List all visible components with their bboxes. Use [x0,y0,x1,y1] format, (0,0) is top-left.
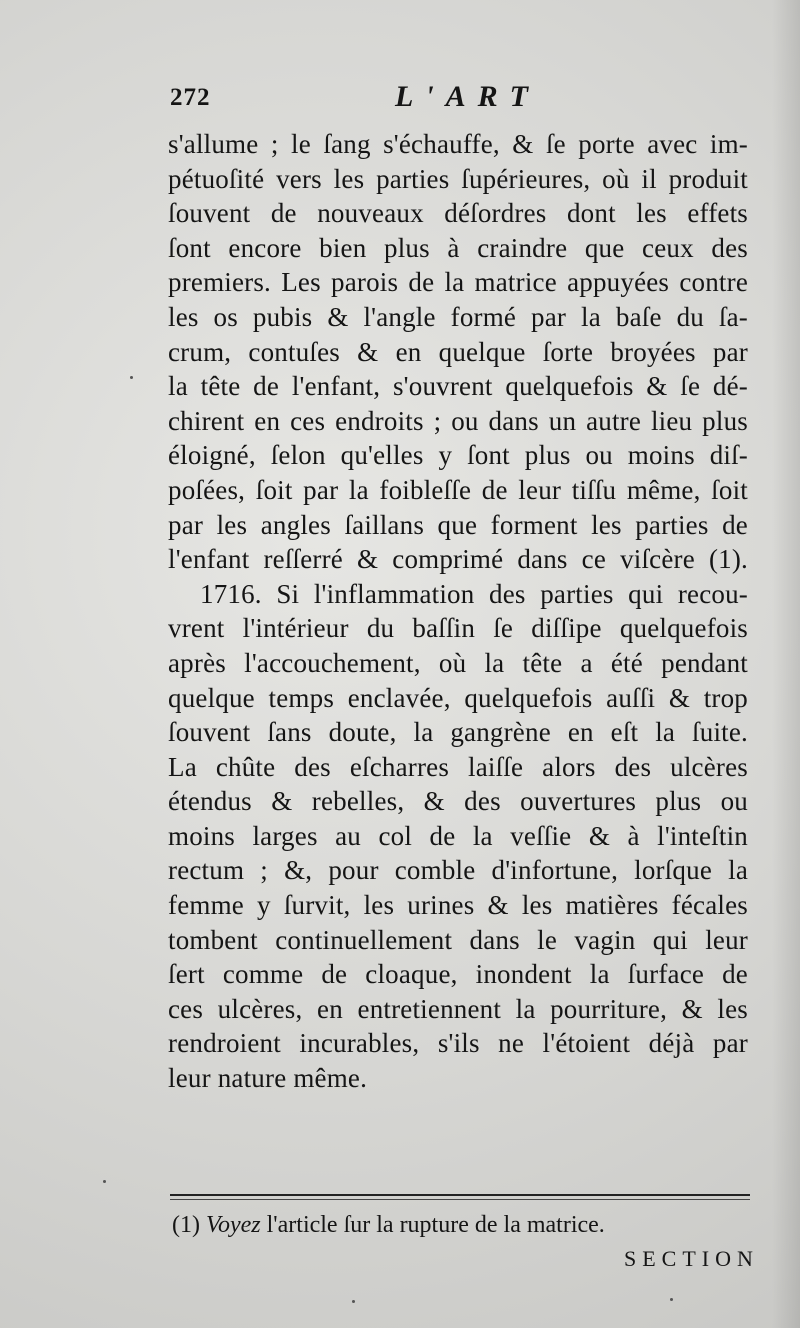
text-line: tombent continuellement dans le vagin qui leur [168,924,748,955]
text-line: premiers. Les parois de la matrice appuyées contre [168,267,748,298]
text-line: ſouvent de nouveaux déſordres dont les effets [168,198,748,229]
text-line: la tête de l'enfant, s'ouvrent quelquefois & ſe dé- [168,371,748,402]
paper-speck [130,376,133,379]
text-line: ces ulcères, en entretiennent la pourriture, & les [168,993,748,1024]
text-line: après l'accouchement, où la tête a été pendant [168,647,748,678]
text-line: vrent l'intérieur du baſſin ſe diſſipe quelquefois [168,613,748,644]
body-text [168,127,748,1096]
text-line: La chûte des eſcharres laiſſe alors des ulcères [168,751,748,782]
text-line: quelque temps enclavée, quelquefois auſſi & trop [168,682,748,713]
text-line: pétuoſité vers les parties ſupérieures, où il produit [168,163,748,194]
text-line: ſouvent ſans doute, la gangrène en eſt la ſuite. [168,717,748,748]
paper-speck [670,1298,673,1301]
page-edge-shadow [772,0,800,1328]
text-line: les os pubis & l'angle formé par la baſe du ſa- [168,301,748,332]
text-line-last: leur nature même. [168,1063,368,1094]
footnote [172,1208,742,1242]
text-line: poſées, ſoit par la foibleſſe de leur tiſſu même, ſoit [168,474,748,505]
text-line: femme y ſurvit, les urines & les matières fécales [168,890,748,921]
text-line: rendroient incurables, s'ils ne l'étoient déjà par [168,1028,748,1059]
running-title: L'ART [395,80,541,113]
catchword: SECTION [624,1246,759,1271]
text-line: moins larges au col de la veſſie & à l'inteſtin [168,820,748,851]
text-line: éloigné, ſelon qu'elles y ſont plus ou moins diſ- [168,440,748,471]
text-line: ſert comme de cloaque, inondent la ſurface de [168,959,748,990]
text-line: rectum ; &, pour comble d'infortune, lorſque la [168,855,748,886]
footnote-rule [170,1194,750,1196]
footnote-rule-secondary [170,1199,750,1200]
paragraph-start-line: 1716. Si l'inflammation des parties qui recou- [200,578,748,609]
text-line: crum, contuſes & en quelque ſorte broyées par [168,336,748,367]
footnote-italic: Voyez [205,1212,261,1238]
text-line: ſont encore bien plus à craindre que ceux des [168,232,748,263]
text-line: par les angles ſaillans que forment les parties de [168,509,748,540]
footnote-marker: (1) [172,1212,200,1238]
page-number: 272 [170,84,211,111]
paper-speck [352,1300,355,1303]
running-head [170,80,770,120]
footnote-text: l'article ſur la rupture de la matrice. [260,1212,605,1238]
text-line: chirent en ces endroits ; ou dans un autre lieu plus [168,405,748,436]
text-line: l'enfant reſſerré & comprimé dans ce viſcère (1). [168,544,748,575]
paper-speck [103,1180,106,1183]
text-line: s'allume ; le ſang s'échauffe, & ſe porte avec im- [168,129,748,159]
text-line: étendus & rebelles, & des ouvertures plus ou [168,786,748,817]
